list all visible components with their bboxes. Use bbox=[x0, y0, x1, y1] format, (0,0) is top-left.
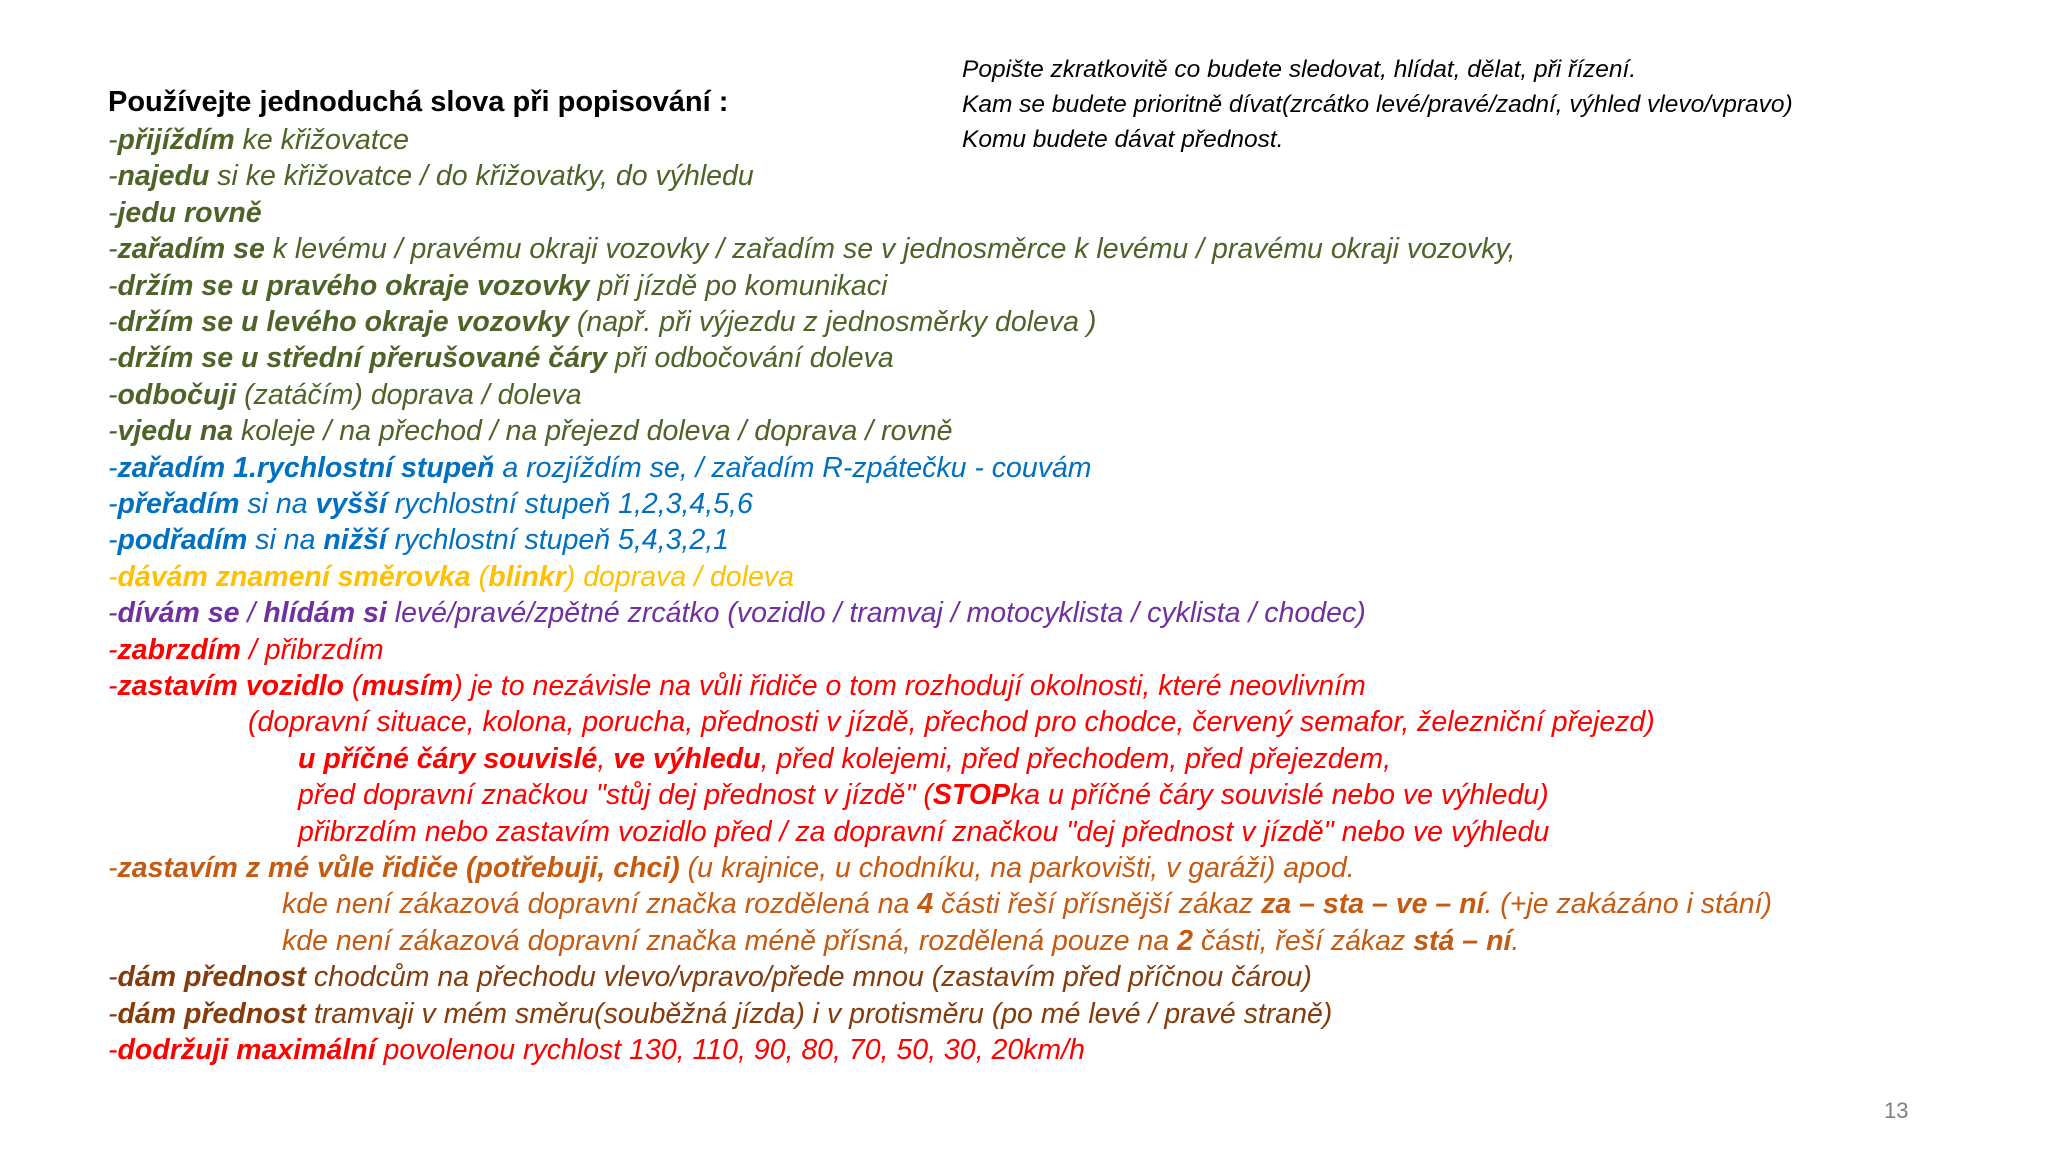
phrase-text: - bbox=[108, 451, 118, 484]
phrase-text: a rozjíždím se, / zařadím R-zpátečku - couvám bbox=[494, 451, 1092, 484]
phrase-line bbox=[108, 377, 582, 413]
phrase-keyword: najedu bbox=[117, 160, 210, 193]
phrase-text: - bbox=[108, 415, 118, 448]
phrase-text: k levému / pravému okraji vozovky / zařadím se v jednosměrce k levému / pravému okraji vozovky, bbox=[264, 233, 1516, 266]
phrase-line bbox=[298, 777, 1549, 813]
phrase-text: , bbox=[597, 742, 614, 775]
phrase-line bbox=[108, 122, 409, 158]
phrase-line bbox=[108, 1032, 1085, 1068]
phrase-line bbox=[108, 522, 729, 558]
phrase-keyword: ve výhledu bbox=[613, 742, 761, 775]
phrase-text: koleje / na přechod / na přejezd doleva / doprava / rovně bbox=[233, 415, 953, 448]
phrase-line bbox=[108, 486, 753, 522]
phrase-keyword: jedu rovně bbox=[117, 196, 262, 229]
phrase-keyword: stá – ní bbox=[1413, 924, 1512, 957]
phrase-text: - bbox=[108, 160, 118, 193]
phrase-text: (např. při výjezdu z jednosměrky doleva ) bbox=[568, 306, 1097, 338]
phrase-line bbox=[108, 304, 1096, 340]
phrase-keyword: nižší bbox=[323, 524, 387, 557]
phrase-text: kde není zákazová dopravní značka méně přísná, rozdělená pouze na bbox=[282, 924, 1178, 957]
phrase-text: . (+je zakázáno i stání) bbox=[1484, 888, 1772, 921]
phrase-text: levé/pravé/zpětné zrcátko (vozidlo / tramvaj / motocyklista / cyklista / chodec) bbox=[386, 597, 1366, 630]
phrase-line bbox=[282, 886, 1772, 922]
phrase-line bbox=[108, 231, 1516, 267]
phrase-line bbox=[108, 959, 1312, 995]
phrase-line bbox=[108, 668, 1366, 704]
phrase-text: - bbox=[108, 306, 118, 338]
phrase-keyword: STOP bbox=[932, 779, 1011, 812]
phrase-text: , před kolejemi, před přechodem, před přejezdem, bbox=[760, 742, 1392, 775]
page-number: 13 bbox=[1884, 1098, 1909, 1123]
phrase-keyword: z mé vůle řidiče (potřebuji, chci) bbox=[245, 852, 680, 884]
phrase-line bbox=[108, 632, 384, 668]
phrase-text: chodcům na přechodu vlevo/vpravo/přede mnou (zastavím před příčnou čárou) bbox=[305, 961, 1312, 994]
phrase-text: - bbox=[108, 124, 118, 156]
phrase-line bbox=[108, 195, 262, 231]
phrase-text: při odbočování doleva bbox=[606, 342, 894, 375]
phrase-text: ka u příčné čáry souvislé nebo ve výhledu) bbox=[1010, 779, 1549, 812]
phrase-text: - bbox=[108, 961, 118, 994]
instruction-note bbox=[962, 52, 1793, 157]
phrase-text: přibrzdím nebo zastavím vozidlo před / za dopravní značkou "dej přednost v jízdě" nebo ve výhledu bbox=[298, 815, 1550, 848]
phrase-line bbox=[108, 996, 1332, 1032]
phrase-keyword: držím se u pravého okraje vozovky bbox=[117, 269, 590, 302]
phrase-text: ) doprava / doleva bbox=[565, 560, 794, 593]
phrase-text: tramvaji v mém směru(souběžná jízda) i v protisměru (po mé levé / pravé straně) bbox=[305, 997, 1333, 1030]
phrase-text bbox=[238, 852, 246, 884]
phrase-text: kde není zákazová dopravní značka rozdělená na bbox=[282, 888, 918, 921]
phrase-keyword: dám přednost bbox=[117, 997, 306, 1030]
phrase-keyword: držím se u střední přerušované čáry bbox=[117, 342, 607, 375]
phrase-text: - bbox=[108, 524, 118, 557]
phrase-text: rychlostní stupeň 5,4,3,2,1 bbox=[386, 524, 729, 557]
phrase-text: - bbox=[108, 670, 118, 702]
phrase-text: ) je to nezávisle na vůli řidiče o tom rozhodují okolnosti, které neovlivním bbox=[453, 670, 1366, 702]
phrase-keyword: držím se u levého okraje vozovky bbox=[117, 306, 569, 338]
phrase-keyword: zařadím se bbox=[117, 233, 265, 266]
phrase-text: - bbox=[108, 560, 118, 593]
phrase-keyword: přijíždím bbox=[117, 124, 235, 156]
phrase-keyword: hlídám si bbox=[263, 597, 387, 630]
phrase-text: - bbox=[108, 233, 118, 266]
phrase-text: si na bbox=[239, 488, 316, 520]
phrase-text: části řeší přísnější zákaz bbox=[933, 888, 1262, 921]
phrase-keyword: podřadím bbox=[117, 524, 248, 557]
phrase-keyword: blinkr bbox=[488, 560, 566, 593]
phrase-text: - bbox=[108, 342, 118, 375]
phrase-keyword: přeřadím bbox=[117, 488, 240, 520]
phrase-text: - bbox=[108, 633, 118, 666]
phrase-keyword: zařadím 1.rychlostní stupeň bbox=[117, 451, 495, 484]
phrase-keyword: vjedu na bbox=[117, 415, 234, 448]
phrase-keyword: dodržuji maximální bbox=[117, 1034, 376, 1066]
phrase-text: - bbox=[108, 196, 118, 229]
phrase-line bbox=[108, 340, 894, 376]
phrase-text: (zatáčím) doprava / doleva bbox=[236, 378, 582, 411]
phrase-text: - bbox=[108, 378, 118, 411]
phrase-line bbox=[108, 559, 794, 595]
phrase-keyword: 4 bbox=[917, 888, 934, 921]
phrase-keyword: vyšší bbox=[315, 488, 387, 520]
phrase-text: povolenou rychlost 130, 110, 90, 80, 70, 50, 30, 20km/h bbox=[375, 1034, 1085, 1066]
phrase-keyword: dávám znamení směrovka bbox=[117, 560, 471, 593]
phrase-line bbox=[108, 595, 1366, 631]
phrase-keyword: zastavím bbox=[117, 852, 238, 884]
phrase-keyword: za – sta – ve – ní bbox=[1261, 888, 1485, 921]
phrase-text: ( bbox=[470, 560, 489, 593]
phrase-line bbox=[108, 158, 754, 194]
phrase-text: (u krajnice, u chodníku, na parkovišti, v garáži) apod. bbox=[679, 852, 1355, 884]
phrase-text: / přibrzdím bbox=[241, 633, 384, 666]
note-line-3: Komu budete dávat přednost. bbox=[962, 126, 1284, 153]
phrase-keyword: zabrzdím bbox=[117, 633, 242, 666]
phrase-keyword: u příčné čáry souvislé bbox=[298, 742, 598, 775]
phrase-text: si na bbox=[247, 524, 324, 557]
phrase-keyword: musím bbox=[361, 670, 454, 702]
phrase-text: části, řeší zákaz bbox=[1193, 924, 1414, 957]
phrase-text: rychlostní stupeň 1,2,3,4,5,6 bbox=[386, 488, 753, 520]
phrase-line bbox=[108, 268, 887, 304]
note-line-1: Popište zkratkovitě co budete sledovat, hlídat, dělat, při řízení. bbox=[962, 56, 1637, 83]
phrase-text: ( bbox=[343, 670, 362, 702]
phrase-text: ke křižovatce bbox=[234, 124, 409, 156]
phrase-keyword: zastavím vozidlo bbox=[117, 670, 344, 702]
phrase-text: při jízdě po komunikaci bbox=[589, 269, 888, 302]
phrase-text: - bbox=[108, 269, 118, 302]
phrase-line bbox=[298, 814, 1549, 850]
phrase-text: - bbox=[108, 1034, 118, 1066]
phrase-keyword: dám přednost bbox=[117, 961, 306, 994]
phrase-line bbox=[282, 923, 1519, 959]
phrase-line bbox=[108, 413, 952, 449]
phrase-line bbox=[298, 741, 1391, 777]
phrase-text: . bbox=[1511, 924, 1520, 957]
note-line-2: Kam se budete prioritně dívat(zrcátko levé/pravé/zadní, výhled vlevo/vpravo) bbox=[962, 91, 1793, 118]
phrase-text: (dopravní situace, kolona, porucha, přednosti v jízdě, přechod pro chodce, červený semafor, železniční přejezd) bbox=[248, 706, 1655, 739]
phrase-line bbox=[108, 450, 1092, 486]
phrase-keyword: 2 bbox=[1177, 924, 1194, 957]
phrase-text: / bbox=[239, 597, 264, 630]
phrase-text: - bbox=[108, 852, 118, 884]
phrase-text: si ke křižovatce / do křižovatky, do výhledu bbox=[209, 160, 754, 193]
phrase-text: - bbox=[108, 488, 118, 520]
slide-heading: Používejte jednoduchá slova při popisování : bbox=[108, 86, 729, 118]
phrase-line bbox=[108, 850, 1355, 886]
phrase-line bbox=[248, 704, 1655, 740]
phrase-keyword: dívám se bbox=[117, 597, 240, 630]
phrase-keyword: odbočuji bbox=[117, 378, 237, 411]
phrase-text: - bbox=[108, 997, 118, 1030]
phrase-text: před dopravní značkou "stůj dej přednost v jízdě" ( bbox=[298, 779, 933, 812]
phrase-text: - bbox=[108, 597, 118, 630]
